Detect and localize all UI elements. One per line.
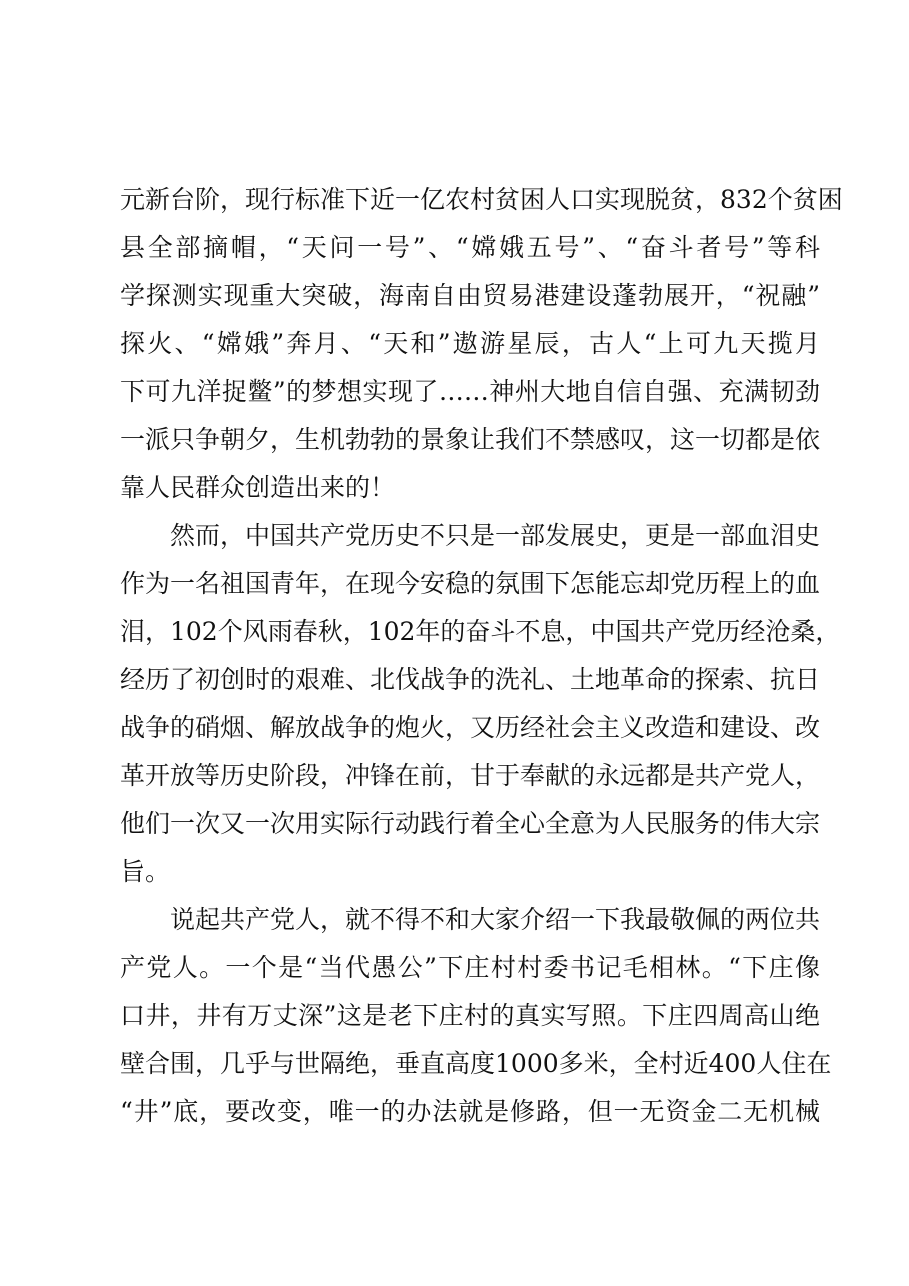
text-line: 然而，中国共产党历史不只是一部发展史，更是一部血泪史 <box>120 521 821 550</box>
text-line: 战争的硝烟、解放战争的炮火，又历经社会主义改造和建设、改 <box>120 713 821 742</box>
text-line: 说起共产党人，就不得不和大家介绍一下我最敬佩的两位共 <box>120 905 821 934</box>
body-text <box>120 176 843 1136</box>
text-line: 经历了初创时的艰难、北伐战争的洗礼、土地革命的探索、抗日 <box>120 665 821 694</box>
text-line: 产党人。一个是“当代愚公”下庄村村委书记毛相林。“下庄像 <box>120 953 820 982</box>
text-line: 旨。 <box>120 857 171 886</box>
text-line: 探火、“嫦娥”奔月、“天和”遨游星辰，古人“上可九天揽月 <box>120 329 820 358</box>
text-line: 泪，102个风雨春秋，102年的奋斗不息，中国共产党历经沧桑， <box>120 617 841 646</box>
text-line: 下可九洋捉鳖”的梦想实现了……神州大地自信自强、充满韧劲 <box>120 377 820 406</box>
text-line: “井”底，要改变，唯一的办法就是修路，但一无资金二无机械 <box>120 1097 820 1126</box>
text-line: 靠人民群众创造出来的！ <box>120 473 396 502</box>
text-line: 作为一名祖国青年，在现今安稳的氛围下怎能忘却党历程上的血 <box>120 569 821 598</box>
text-line: 口井，井有万丈深”这是老下庄村的真实写照。下庄四周高山绝 <box>120 1001 820 1030</box>
text-line: 元新台阶，现行标准下近一亿农村贫困人口实现脱贫，832个贫困 <box>120 185 843 214</box>
text-line: 学探测实现重大突破，海南自由贸易港建设蓬勃展开，“祝融” <box>120 281 820 310</box>
text-line: 革开放等历史阶段，冲锋在前，甘于奉献的永远都是共产党人， <box>120 761 821 790</box>
text-line: 他们一次又一次用实际行动践行着全心全意为人民服务的伟大宗 <box>120 809 821 838</box>
text-line: 壁合围，几乎与世隔绝，垂直高度1000多米，全村近400人住在 <box>120 1049 832 1078</box>
text-line: 县全部摘帽，“天问一号”、“嫦娥五号”、“奋斗者号”等科 <box>120 233 820 262</box>
text-line: 一派只争朝夕，生机勃勃的景象让我们不禁感叹，这一切都是依 <box>120 425 821 454</box>
